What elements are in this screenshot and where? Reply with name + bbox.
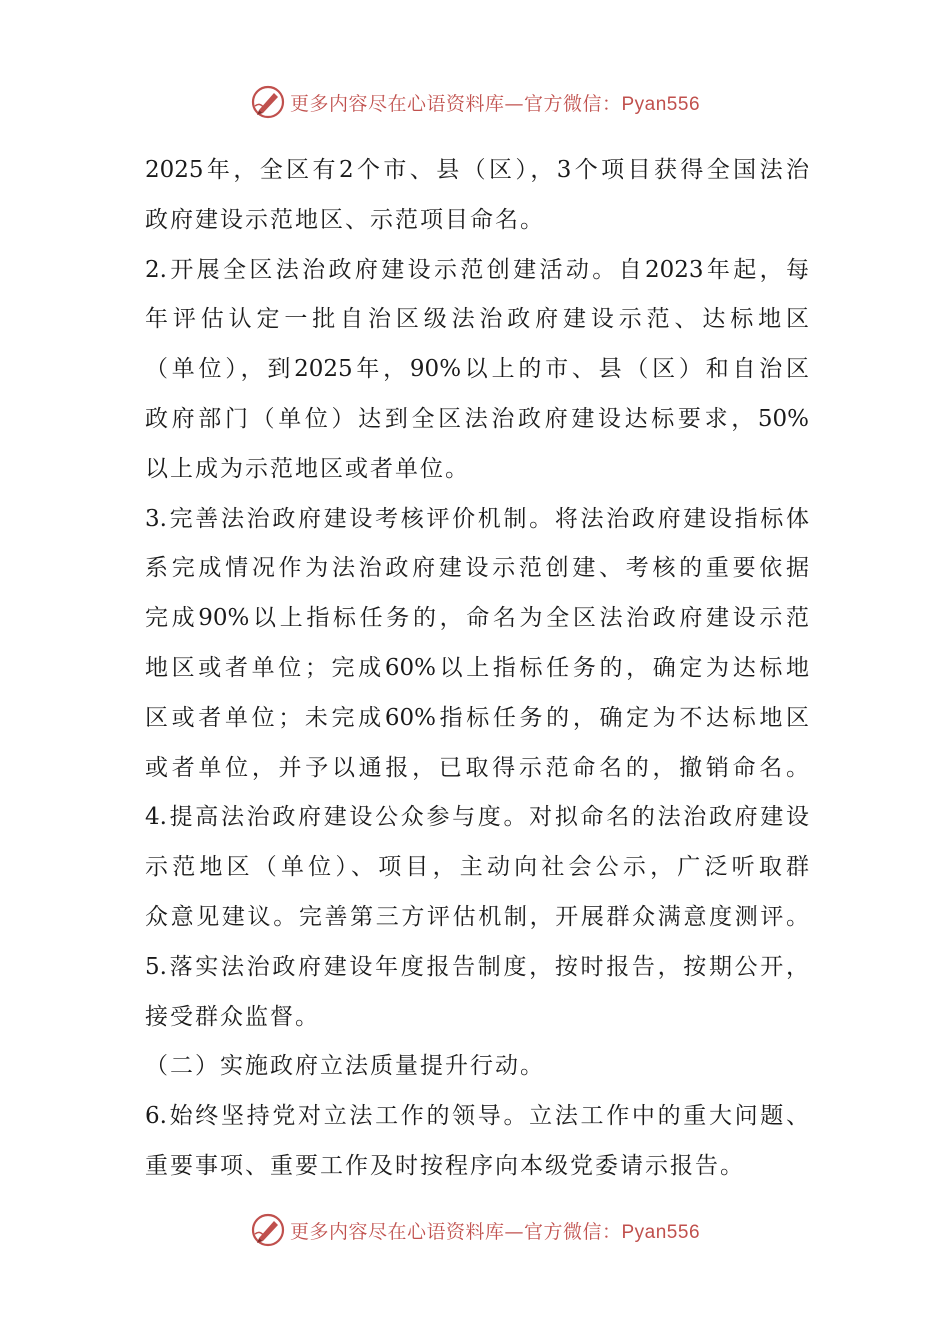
text-line: 2.开展全区法治政府建设示范创建活动。自2023年起，每	[145, 256, 809, 283]
text-line: 以上成为示范地区或者单位。	[145, 455, 470, 482]
text-line: 政府建设示范地区、示范项目命名。	[145, 206, 545, 233]
text-line: （二）实施政府立法质量提升行动。	[145, 1053, 545, 1080]
header-watermark-brand: Pyan556	[621, 93, 701, 115]
footer-watermark-banner	[0, 1208, 950, 1252]
text-line: 2025年，全区有2个市、县（区），3个项目获得全国法治	[145, 157, 809, 183]
header-watermark-text: 更多内容尽在心语资料库—官方微信：Pyan556	[289, 92, 701, 115]
text-line: 年评估认定一批自治区级法治政府建设示范、达标地区	[145, 306, 809, 333]
text-line: 4.提高法治政府建设公众参与度。对拟命名的法治政府建设	[145, 804, 809, 831]
pen-logo-icon	[250, 84, 286, 120]
text-line: （单位），到2025年，90%以上的市、县（区）和自治区	[145, 356, 809, 383]
text-line: 或者单位，并予以通报，已取得示范命名的，撤销命名。	[145, 754, 809, 781]
text-line: 区或者单位；未完成60%指标任务的，确定为不达标地区	[145, 704, 809, 731]
text-line: 系完成情况作为法治政府建设示范创建、考核的重要依据	[145, 555, 809, 582]
document-body	[145, 146, 809, 1192]
text-line: 重要事项、重要工作及时按程序向本级党委请示报告。	[145, 1152, 745, 1179]
text-line: 地区或者单位；完成60%以上指标任务的，确定为达标地	[145, 654, 809, 681]
text-line: 5.落实法治政府建设年度报告制度，按时报告，按期公开，	[145, 953, 809, 980]
text-line: 接受群众监督。	[145, 1003, 320, 1030]
header-watermark-banner	[0, 80, 950, 124]
text-line: 完成90%以上指标任务的，命名为全区法治政府建设示范	[145, 605, 809, 632]
pen-logo-icon	[250, 1212, 286, 1248]
text-line: 众意见建议。完善第三方评估机制，开展群众满意度测评。	[145, 903, 809, 930]
footer-watermark-brand: Pyan556	[621, 1221, 701, 1243]
text-line: 3.完善法治政府建设考核评价机制。将法治政府建设指标体	[145, 505, 809, 532]
text-line: 示范地区（单位）、项目，主动向社会公示，广泛听取群	[145, 854, 809, 881]
footer-watermark-text: 更多内容尽在心语资料库—官方微信：Pyan556	[289, 1220, 701, 1243]
text-line: 6.始终坚持党对立法工作的领导。立法工作中的重大问题、	[145, 1103, 809, 1130]
text-line: 政府部门（单位）达到全区法治政府建设达标要求，50%	[145, 405, 809, 432]
